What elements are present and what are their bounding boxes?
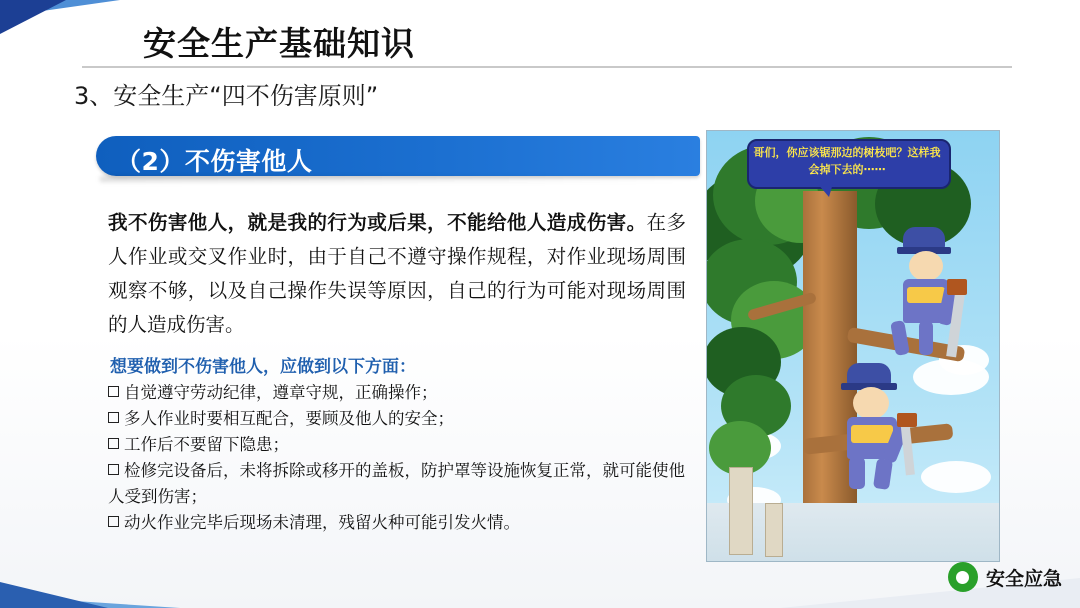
- checkbox-bullet-icon: [108, 412, 119, 423]
- shield-circle-icon: [948, 562, 978, 592]
- list-item: [108, 432, 688, 458]
- worker-vest: [907, 287, 945, 303]
- list-item-label: 自觉遵守劳动纪律，遵章守规，正确操作；: [124, 383, 438, 402]
- cloud-shape: [921, 461, 991, 493]
- helmet-icon: [847, 363, 891, 385]
- fence-post: [729, 467, 753, 555]
- worker-face: [909, 251, 943, 281]
- worker-leg: [919, 321, 933, 355]
- corner-decoration-bottom-left-dark: [0, 582, 108, 608]
- checkbox-bullet-icon: [108, 438, 119, 449]
- speech-bubble-tail: [817, 183, 833, 197]
- list-item-label: 检修完设备后，未将拆除或移开的盖板，防护罩等设施恢复正常，就可能使他人受到伤害；: [108, 461, 685, 506]
- body-paragraph: [108, 206, 686, 342]
- list-item: [108, 458, 688, 510]
- page-title: 安全生产基础知识: [143, 24, 415, 63]
- saw-handle-lower: [897, 413, 917, 427]
- worker-leg: [849, 457, 865, 489]
- worker-leg: [873, 458, 893, 490]
- fence-post-small: [765, 503, 783, 557]
- section-banner-label: （2）不伤害他人: [116, 147, 313, 176]
- list-item-label: 动火作业完毕后现场未清理，残留火种可能引发火情。: [124, 513, 520, 532]
- list-item: [108, 510, 688, 536]
- list-item-label: 多人作业时要相互配合，要顾及他人的安全；: [124, 409, 454, 428]
- list-item: [108, 380, 688, 406]
- body-paragraph-emphasis: 我不伤害他人，就是我的行为或后果，不能给他人造成伤害。: [108, 211, 647, 234]
- worker-face: [853, 387, 889, 419]
- corner-decoration-top-left-dark: [0, 0, 66, 34]
- checkbox-bullet-icon: [108, 464, 119, 475]
- worker-vest: [851, 425, 893, 443]
- section-subtitle: 3、安全生产“四不伤害原则”: [74, 82, 379, 110]
- checkbox-bullet-icon: [108, 516, 119, 527]
- helmet-icon: [903, 227, 945, 249]
- illustration-cartoon: [706, 130, 1000, 562]
- bullet-list: [108, 380, 688, 536]
- body-paragraph-rest: 在多人作业或交叉作业时，由于自己不遵守操作规程，对作业现场周围观察不够，以及自己操作失误等原因，自己的行为可能对现场周围的人造成伤害。: [108, 211, 686, 336]
- speech-bubble-text: 哥们，你应该锯那边的树枝吧？这样我会掉下去的⋯⋯: [753, 146, 941, 176]
- list-item: [108, 406, 688, 432]
- saw-handle-upper: [947, 279, 967, 295]
- list-item-label: 工作后不要留下隐患；: [124, 435, 289, 454]
- checkbox-bullet-icon: [108, 386, 119, 397]
- footer-badge-label: 安全应急: [985, 567, 1062, 590]
- footer-badge: [948, 562, 1062, 592]
- title-divider: [82, 66, 1012, 68]
- list-heading: 想要做到不伤害他人，应做到以下方面：: [110, 357, 416, 377]
